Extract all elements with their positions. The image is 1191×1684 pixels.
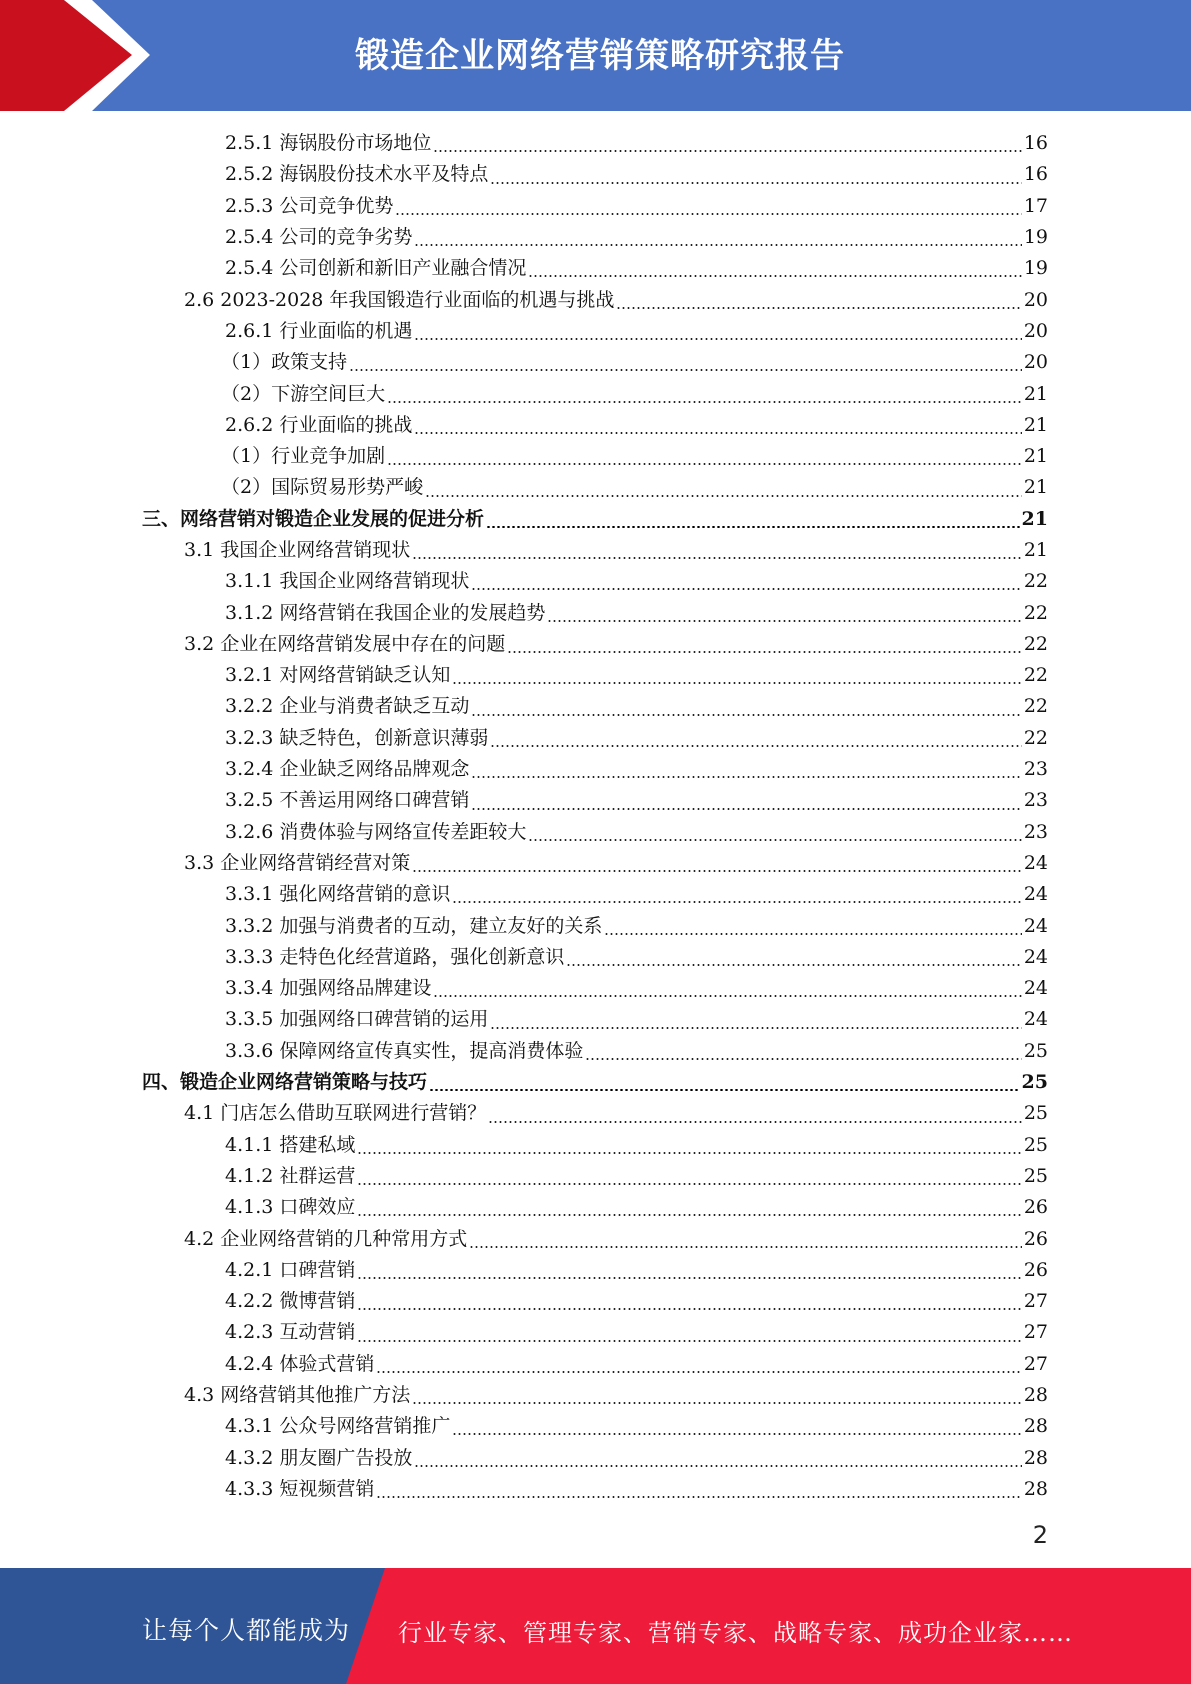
toc-entry-number: 3.3 bbox=[184, 851, 221, 874]
toc-entry[interactable] bbox=[0, 973, 1191, 1004]
toc-entry[interactable] bbox=[0, 1004, 1191, 1035]
toc-entry[interactable] bbox=[0, 1411, 1191, 1442]
toc-entry-page: 19 bbox=[1023, 257, 1048, 280]
toc-entry-label: 海锅股份技术水平及特点 bbox=[279, 163, 489, 186]
toc-entry[interactable] bbox=[0, 1161, 1191, 1192]
toc-entry-page: 28 bbox=[1023, 1415, 1048, 1438]
toc-entry[interactable] bbox=[0, 441, 1191, 472]
toc-entry-label: 企业网络营销经营对策 bbox=[220, 851, 411, 874]
toc-entry-label: 公司的竞争劣势 bbox=[279, 226, 413, 249]
toc-dot-leader bbox=[433, 150, 1021, 152]
toc-entry[interactable] bbox=[0, 410, 1191, 441]
toc-entry[interactable] bbox=[0, 316, 1191, 347]
toc-entry-page: 22 bbox=[1023, 695, 1048, 718]
toc-entry-number: 2.5.4 bbox=[225, 257, 280, 280]
toc-entry-label: 保障网络宣传真实性，提高消费体验 bbox=[279, 1039, 584, 1062]
toc-dot-leader bbox=[414, 244, 1021, 246]
toc-dot-leader bbox=[471, 808, 1021, 810]
toc-entry-label: 行业面临的挑战 bbox=[279, 413, 413, 436]
toc-entry-page: 17 bbox=[1023, 194, 1048, 217]
footer-slogan-right: 行业专家、管理专家、营销专家、战略专家、成功企业家…… bbox=[398, 1619, 1073, 1647]
toc-entry-label: 网络营销在我国企业的发展趋势 bbox=[279, 601, 546, 624]
toc-entry-page: 21 bbox=[1023, 413, 1048, 436]
toc-entry-page: 23 bbox=[1023, 758, 1048, 781]
toc-entry-label: 企业网络营销的几种常用方式 bbox=[220, 1227, 468, 1250]
toc-entry-number: 3.2.2 bbox=[225, 695, 280, 718]
toc-entry-label: （2）国际贸易形势严峻 bbox=[221, 476, 424, 499]
table-of-contents bbox=[0, 128, 1191, 1505]
toc-entry-page: 28 bbox=[1023, 1446, 1048, 1469]
toc-entry-label: 企业缺乏网络品牌观念 bbox=[279, 758, 470, 781]
toc-entry-label: （1）行业竞争加剧 bbox=[221, 445, 386, 468]
toc-entry-page: 27 bbox=[1023, 1290, 1048, 1313]
toc-entry[interactable] bbox=[0, 942, 1191, 973]
toc-entry[interactable] bbox=[0, 1098, 1191, 1129]
toc-entry[interactable] bbox=[0, 629, 1191, 660]
toc-entry[interactable] bbox=[0, 1349, 1191, 1380]
toc-entry[interactable] bbox=[0, 1474, 1191, 1505]
toc-entry-number: 4.1.3 bbox=[225, 1196, 280, 1219]
toc-entry-number: 4.1.1 bbox=[225, 1133, 280, 1156]
toc-dot-leader bbox=[486, 526, 1020, 528]
toc-entry-number: 4.1 bbox=[184, 1102, 221, 1125]
toc-entry-label: 加强网络口碑营销的运用 bbox=[279, 1008, 489, 1031]
toc-entry[interactable] bbox=[0, 566, 1191, 597]
toc-dot-leader bbox=[357, 1308, 1021, 1310]
toc-entry-number: 3.3.1 bbox=[225, 883, 280, 906]
toc-entry-label: 公司竞争优势 bbox=[279, 194, 394, 217]
toc-entry-page: 22 bbox=[1023, 601, 1048, 624]
toc-entry-label: 走特色化经营道路，强化创新意识 bbox=[279, 945, 565, 968]
toc-dot-leader bbox=[616, 307, 1021, 309]
toc-dot-leader bbox=[452, 1433, 1021, 1435]
toc-dot-leader bbox=[490, 182, 1021, 184]
toc-dot-leader bbox=[387, 463, 1022, 465]
toc-entry-number: 3.2.5 bbox=[225, 789, 280, 812]
toc-entry-number: 4.2.1 bbox=[225, 1258, 280, 1281]
toc-dot-leader bbox=[376, 1496, 1021, 1498]
page-number: 2 bbox=[1032, 1521, 1048, 1549]
toc-entry-number: 3.3.6 bbox=[225, 1039, 280, 1062]
toc-entry[interactable] bbox=[0, 1380, 1191, 1411]
toc-entry-number: 3.3.5 bbox=[225, 1008, 280, 1031]
toc-entry[interactable] bbox=[0, 848, 1191, 879]
toc-entry[interactable] bbox=[0, 504, 1191, 535]
toc-entry-number: 4.2.3 bbox=[225, 1321, 280, 1344]
toc-dot-leader bbox=[395, 213, 1021, 215]
toc-dot-leader bbox=[412, 1402, 1022, 1404]
toc-entry[interactable] bbox=[0, 785, 1191, 816]
toc-entry-page: 23 bbox=[1023, 820, 1048, 843]
toc-entry-page: 22 bbox=[1023, 570, 1048, 593]
toc-dot-leader bbox=[547, 620, 1021, 622]
toc-entry-page: 20 bbox=[1023, 319, 1048, 342]
toc-entry-page: 26 bbox=[1023, 1258, 1048, 1281]
toc-entry-number: 3.2.4 bbox=[225, 758, 280, 781]
toc-entry[interactable] bbox=[0, 1255, 1191, 1286]
toc-entry-label: （2）下游空间巨大 bbox=[221, 382, 386, 405]
document-title: 锻造企业网络营销策略研究报告 bbox=[355, 36, 845, 76]
toc-entry[interactable] bbox=[0, 723, 1191, 754]
toc-entry-number: 4.3.2 bbox=[225, 1446, 280, 1469]
toc-entry[interactable] bbox=[0, 1036, 1191, 1067]
toc-entry-page: 22 bbox=[1023, 664, 1048, 687]
toc-entry-label: 企业与消费者缺乏互动 bbox=[279, 695, 470, 718]
toc-entry-page: 26 bbox=[1023, 1227, 1048, 1250]
toc-dot-leader bbox=[387, 401, 1022, 403]
toc-entry-label: 公众号网络营销推广 bbox=[279, 1415, 451, 1438]
toc-entry-label: 口碑效应 bbox=[279, 1196, 356, 1219]
toc-dot-leader bbox=[528, 275, 1021, 277]
toc-entry-page: 25 bbox=[1023, 1102, 1048, 1125]
toc-entry[interactable] bbox=[0, 128, 1191, 159]
toc-dot-leader bbox=[414, 432, 1021, 434]
toc-entry[interactable] bbox=[0, 378, 1191, 409]
toc-entry-page: 21 bbox=[1023, 382, 1048, 405]
toc-dot-leader bbox=[488, 1121, 1022, 1123]
toc-entry[interactable] bbox=[0, 1286, 1191, 1317]
toc-dot-leader bbox=[528, 839, 1021, 841]
toc-dot-leader bbox=[507, 651, 1022, 653]
toc-entry-label: 公司创新和新旧产业融合情况 bbox=[279, 257, 527, 280]
toc-entry-page: 25 bbox=[1023, 1133, 1048, 1156]
toc-entry[interactable] bbox=[0, 1317, 1191, 1348]
page-header bbox=[0, 0, 1191, 111]
toc-dot-leader bbox=[412, 557, 1022, 559]
toc-dot-leader bbox=[471, 588, 1021, 590]
toc-dot-leader bbox=[566, 964, 1021, 966]
toc-entry-page: 26 bbox=[1023, 1196, 1048, 1219]
toc-entry-number: 2.6.1 bbox=[225, 319, 280, 342]
toc-entry-page: 16 bbox=[1023, 132, 1048, 155]
toc-entry-number: 4.3.1 bbox=[225, 1415, 280, 1438]
toc-entry-number: 3.2.6 bbox=[225, 820, 280, 843]
toc-entry-number: 2.5.4 bbox=[225, 226, 280, 249]
toc-entry[interactable] bbox=[0, 910, 1191, 941]
toc-entry-page: 22 bbox=[1023, 726, 1048, 749]
toc-entry-page: 24 bbox=[1023, 883, 1048, 906]
toc-entry[interactable] bbox=[0, 1442, 1191, 1473]
toc-entry-page: 20 bbox=[1023, 351, 1048, 374]
toc-entry-number: 3.3.4 bbox=[225, 977, 280, 1000]
toc-dot-leader bbox=[349, 369, 1022, 371]
toc-entry-label: 微博营销 bbox=[279, 1290, 356, 1313]
toc-entry-page: 21 bbox=[1023, 476, 1048, 499]
toc-entry-number: 4.2.2 bbox=[225, 1290, 280, 1313]
toc-entry-number: 4.3 bbox=[184, 1384, 221, 1407]
toc-dot-leader bbox=[357, 1340, 1021, 1342]
toc-entry-label: 门店怎么借助互联网进行营销？ bbox=[220, 1102, 487, 1125]
toc-entry-page: 19 bbox=[1023, 226, 1048, 249]
toc-entry-number: 3.1 bbox=[184, 539, 221, 561]
toc-entry-page: 28 bbox=[1023, 1384, 1048, 1407]
toc-entry-page: 25 bbox=[1023, 1164, 1048, 1187]
toc-entry[interactable] bbox=[0, 1067, 1191, 1098]
toc-entry[interactable] bbox=[0, 817, 1191, 848]
toc-entry[interactable] bbox=[0, 691, 1191, 722]
toc-dot-leader bbox=[376, 1371, 1021, 1373]
toc-entry[interactable] bbox=[0, 284, 1191, 315]
toc-entry[interactable] bbox=[0, 535, 1191, 566]
toc-entry-page: 24 bbox=[1023, 977, 1048, 1000]
toc-dot-leader bbox=[414, 1465, 1021, 1467]
toc-entry-page: 27 bbox=[1023, 1352, 1048, 1375]
toc-dot-leader bbox=[490, 745, 1021, 747]
toc-entry-number: 4.2 bbox=[184, 1227, 221, 1250]
toc-entry-label: 缺乏特色，创新意识薄弱 bbox=[279, 726, 489, 749]
toc-entry-page: 24 bbox=[1023, 914, 1048, 937]
toc-entry-label: 对网络营销缺乏认知 bbox=[279, 664, 451, 687]
toc-entry[interactable] bbox=[0, 1130, 1191, 1161]
toc-entry[interactable] bbox=[0, 191, 1191, 222]
toc-entry-number: 2.5.2 bbox=[225, 163, 280, 186]
toc-entry-label: 我国企业网络营销现状 bbox=[279, 570, 470, 593]
toc-entry-number: 3.3.2 bbox=[225, 914, 280, 937]
toc-entry-page: 24 bbox=[1023, 851, 1048, 874]
toc-dot-leader bbox=[471, 714, 1021, 716]
toc-entry-number: 2.6.2 bbox=[225, 413, 280, 436]
toc-entry[interactable] bbox=[0, 253, 1191, 284]
toc-entry-number: 2.6 bbox=[184, 288, 221, 311]
toc-entry[interactable] bbox=[0, 879, 1191, 910]
toc-dot-leader bbox=[414, 338, 1021, 340]
page-footer bbox=[0, 1568, 1191, 1684]
toc-dot-leader bbox=[585, 1058, 1021, 1060]
toc-entry-label: 海锅股份市场地位 bbox=[279, 132, 432, 155]
toc-entry-label: 体验式营销 bbox=[279, 1352, 375, 1375]
footer-slogan-left: 让每个人都能成为 bbox=[142, 1616, 351, 1645]
toc-entry-number: 2.5.3 bbox=[225, 194, 280, 217]
toc-entry-label: 三、网络营销对锻造企业发展的促进分析 bbox=[142, 507, 485, 530]
toc-entry-label: 互动营销 bbox=[279, 1321, 356, 1344]
toc-entry[interactable] bbox=[0, 472, 1191, 503]
toc-entry-number: 3.2.3 bbox=[225, 726, 280, 749]
toc-dot-leader bbox=[604, 933, 1021, 935]
toc-entry-number: 4.1.2 bbox=[225, 1164, 280, 1187]
toc-entry[interactable] bbox=[0, 222, 1191, 253]
toc-dot-leader bbox=[469, 1246, 1022, 1248]
toc-entry-label: 2023-2028 年我国锻造行业面临的机遇与挑战 bbox=[220, 288, 615, 311]
toc-entry-number: 3.3.3 bbox=[225, 945, 280, 968]
toc-entry-label: 搭建私域 bbox=[279, 1133, 356, 1156]
toc-entry-page: 21 bbox=[1023, 539, 1048, 561]
toc-entry-page: 21 bbox=[1021, 507, 1048, 530]
toc-dot-leader bbox=[452, 682, 1021, 684]
toc-dot-leader bbox=[357, 1214, 1021, 1216]
toc-entry-label: 我国企业网络营销现状 bbox=[220, 539, 411, 561]
toc-dot-leader bbox=[490, 1027, 1021, 1029]
toc-entry-page: 27 bbox=[1023, 1321, 1048, 1344]
toc-entry-number: 2.5.1 bbox=[225, 132, 280, 155]
toc-entry-number: 3.1.2 bbox=[225, 601, 280, 624]
toc-entry-label: 网络营销其他推广方法 bbox=[220, 1384, 411, 1407]
toc-entry-label: 行业面临的机遇 bbox=[279, 319, 413, 342]
toc-entry-number: 3.2 bbox=[184, 632, 221, 655]
toc-dot-leader bbox=[357, 1183, 1021, 1185]
toc-entry-page: 28 bbox=[1023, 1477, 1048, 1500]
toc-entry-label: 口碑营销 bbox=[279, 1258, 356, 1281]
toc-entry[interactable] bbox=[0, 1223, 1191, 1254]
toc-entry-page: 20 bbox=[1023, 288, 1048, 311]
toc-entry-page: 16 bbox=[1023, 163, 1048, 186]
toc-entry[interactable] bbox=[0, 754, 1191, 785]
toc-entry-page: 24 bbox=[1023, 1008, 1048, 1031]
toc-entry-label: 强化网络营销的意识 bbox=[279, 883, 451, 906]
toc-dot-leader bbox=[433, 995, 1021, 997]
toc-entry-number: 4.2.4 bbox=[225, 1352, 280, 1375]
toc-entry-label: 短视频营销 bbox=[279, 1477, 375, 1500]
toc-entry-label: （1）政策支持 bbox=[221, 351, 348, 374]
toc-entry-page: 24 bbox=[1023, 945, 1048, 968]
toc-entry-page: 21 bbox=[1023, 445, 1048, 468]
toc-dot-leader bbox=[425, 495, 1022, 497]
toc-dot-leader bbox=[429, 1089, 1020, 1091]
toc-dot-leader bbox=[471, 776, 1021, 778]
toc-entry-page: 25 bbox=[1023, 1039, 1048, 1062]
toc-dot-leader bbox=[452, 901, 1021, 903]
toc-dot-leader bbox=[412, 870, 1022, 872]
toc-entry-page: 25 bbox=[1021, 1071, 1048, 1094]
toc-entry-label: 社群运营 bbox=[279, 1164, 356, 1187]
toc-entry[interactable] bbox=[0, 347, 1191, 378]
toc-entry-number: 3.1.1 bbox=[225, 570, 280, 593]
toc-entry-label: 不善运用网络口碑营销 bbox=[279, 789, 470, 812]
toc-entry[interactable] bbox=[0, 159, 1191, 190]
toc-entry-label: 朋友圈广告投放 bbox=[279, 1446, 413, 1469]
toc-entry[interactable] bbox=[0, 597, 1191, 628]
toc-entry-label: 企业在网络营销发展中存在的问题 bbox=[220, 632, 506, 655]
toc-entry-label: 消费体验与网络宣传差距较大 bbox=[279, 820, 527, 843]
toc-entry-label: 加强与消费者的互动，建立友好的关系 bbox=[279, 914, 603, 937]
toc-dot-leader bbox=[357, 1277, 1021, 1279]
toc-entry-label: 加强网络品牌建设 bbox=[279, 977, 432, 1000]
toc-entry-number: 4.3.3 bbox=[225, 1477, 280, 1500]
toc-entry-page: 23 bbox=[1023, 789, 1048, 812]
toc-entry-page: 22 bbox=[1023, 632, 1048, 655]
toc-entry[interactable] bbox=[0, 660, 1191, 691]
toc-entry-label: 四、锻造企业网络营销策略与技巧 bbox=[142, 1071, 428, 1094]
toc-dot-leader bbox=[357, 1152, 1021, 1154]
toc-entry-number: 3.2.1 bbox=[225, 664, 280, 687]
toc-entry[interactable] bbox=[0, 1192, 1191, 1223]
